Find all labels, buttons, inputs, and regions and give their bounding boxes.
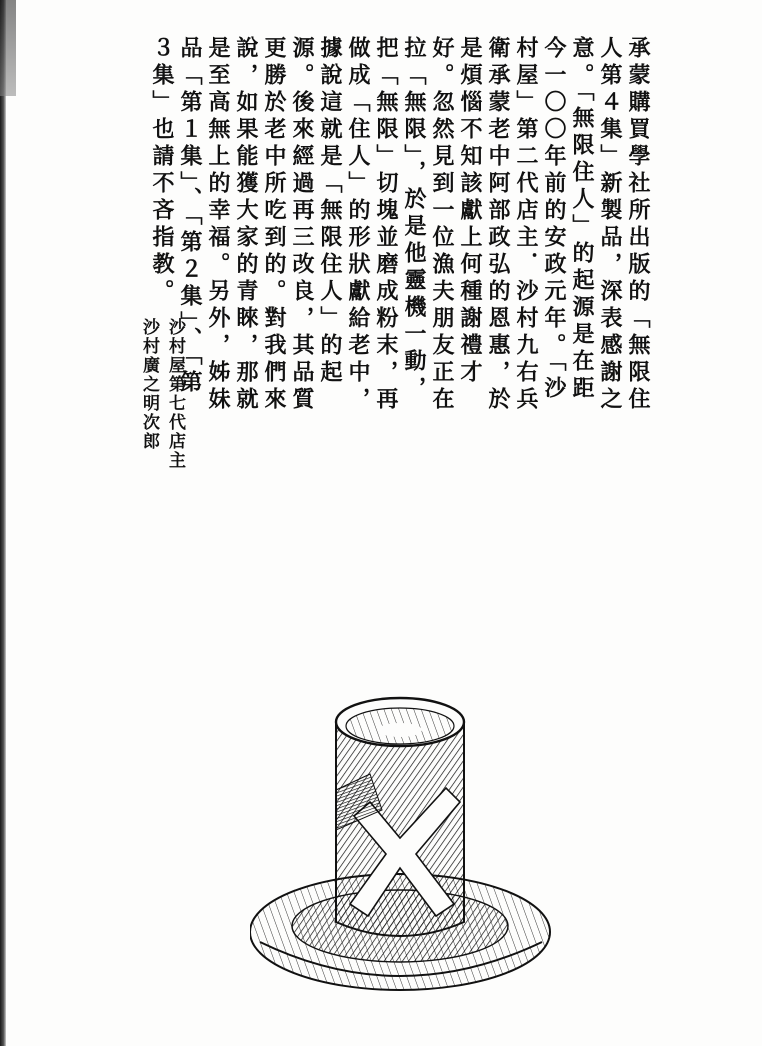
scan-shadow [0, 0, 16, 96]
signature-title: 沙村屋第七代店主 [165, 318, 185, 470]
signature-name: 沙村廣之明次郎 [139, 318, 159, 451]
page-binding-edge [0, 0, 6, 1046]
cup-illustration [250, 690, 570, 1010]
afterword-paragraph: 承蒙購買學社所出版的「無限住人第４集」新製品，深表感謝之意。「無限住人」的起源是在距今一〇〇年前的安政元年。「沙村屋」第二代店主．沙村九右兵衛承蒙老中阿部政弘的恩惠，於是煩惱不知該獻上何種謝禮才好。忽然見到一位漁夫朋友正在拉「無限」，於是他靈機一動，把「無限」切塊並磨成粉末，再做成「住人」的形狀獻給老中，據說這就是「無限住人」的起源。後來經過再三改良，其品質更勝於老中所吃到的。對我們來說，如果能獲大家的青睞，那就是至高無上的幸福。另外，姊妹品「第１集」、「第２集」、「第３集」也請不吝指教。 [149, 36, 651, 414]
signature-block [128, 318, 188, 648]
